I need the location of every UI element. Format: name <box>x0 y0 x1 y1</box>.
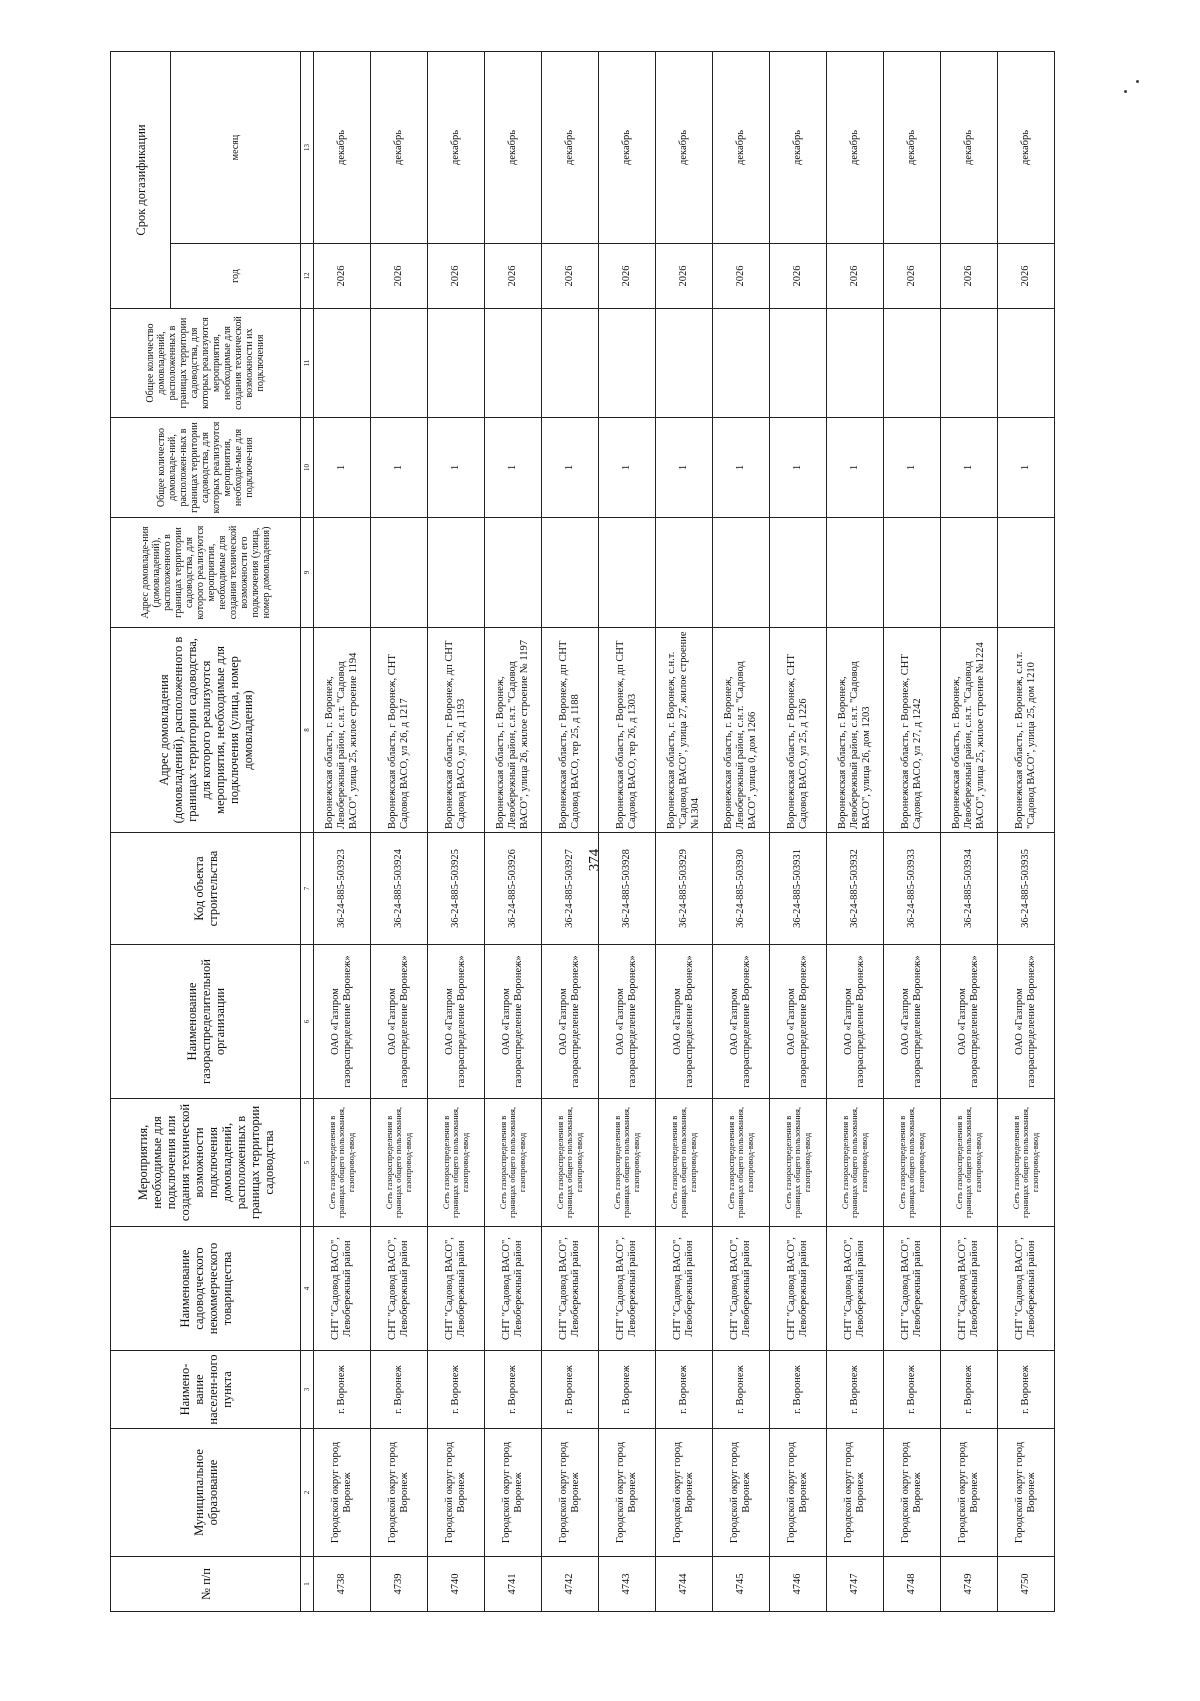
col-number: 1 <box>301 1557 314 1612</box>
row-number: 4747 <box>827 1557 884 1612</box>
row-number: 4746 <box>770 1557 827 1612</box>
month-cell: декабрь <box>770 52 827 244</box>
partnership-cell: СНТ "Садовод ВАСО", Левобережный район <box>941 1227 998 1351</box>
partnership-cell: СНТ "Садовод ВАСО", Левобережный район <box>599 1227 656 1351</box>
address-cell: Воронежская область, г. Воронеж, с.н.т. "Садовод ВАСО", улица 27, жилое строение №1304 <box>656 628 713 833</box>
address-cell: Воронежская область, г. Воронеж, с.н.т. "Садовод ВАСО", улица 25, дом 1210 <box>998 628 1055 833</box>
gas-org-cell: ОАО «Газпром газораспределение Воронеж» <box>371 945 428 1099</box>
municipality-cell: Городской округ город Воронеж <box>827 1429 884 1557</box>
table-row <box>314 52 371 1612</box>
gas-org-cell: ОАО «Газпром газораспределение Воронеж» <box>941 945 998 1099</box>
gas-org-cell: ОАО «Газпром газораспределение Воронеж» <box>428 945 485 1099</box>
year-cell: 2026 <box>542 244 599 309</box>
partnership-cell: СНТ "Садовод ВАСО", Левобережный район <box>542 1227 599 1351</box>
measures-cell: Сеть газораспределения в границах общего пользования, газопровод-ввод <box>485 1099 542 1227</box>
month-cell: декабрь <box>428 52 485 244</box>
partnership-cell: СНТ "Садовод ВАСО", Левобережный район <box>314 1227 371 1351</box>
col-number: 10 <box>301 418 314 518</box>
municipality-cell: Городской округ город Воронеж <box>770 1429 827 1557</box>
gas-org-cell: ОАО «Газпром газораспределение Воронеж» <box>656 945 713 1099</box>
row-number: 4739 <box>371 1557 428 1612</box>
municipality-cell: Городской округ город Воронеж <box>485 1429 542 1557</box>
object-code-cell: 36-24-885-503931 <box>770 833 827 945</box>
count-connect-cell: 1 <box>428 418 485 518</box>
address-cell: Воронежская область, г. Воронеж, Левобережный район, с.н.т. "Садовод ВАСО", улица 0, дом 1266 <box>713 628 770 833</box>
measures-cell: Сеть газораспределения в границах общего пользования, газопровод-ввод <box>884 1099 941 1227</box>
row-number: 4744 <box>656 1557 713 1612</box>
year-cell: 2026 <box>428 244 485 309</box>
col-header-count-create: Общее количество домовладений, расположенных в границах территории садоводства, для которых реализуются мероприятия, необходимые для создания технической возможности их подключения <box>111 309 301 418</box>
partnership-cell: СНТ "Садовод ВАСО", Левобережный район <box>713 1227 770 1351</box>
col-number: 4 <box>301 1227 314 1351</box>
measures-cell: Сеть газораспределения в границах общего пользования, газопровод-ввод <box>314 1099 371 1227</box>
count-connect-cell: 1 <box>542 418 599 518</box>
municipality-cell: Городской округ город Воронеж <box>998 1429 1055 1557</box>
month-cell: декабрь <box>542 52 599 244</box>
col-number: 12 <box>301 244 314 309</box>
year-cell: 2026 <box>599 244 656 309</box>
col-header-code: Код объекта строительства <box>111 833 301 945</box>
object-code-cell: 36-24-885-503932 <box>827 833 884 945</box>
measures-cell: Сеть газораспределения в границах общего пользования, газопровод-ввод <box>941 1099 998 1227</box>
table-row <box>599 52 656 1612</box>
address-cell: Воронежская область, г. Воронеж, Левобережный район, с.н.т. "Садовод ВАСО", улица 25, жилое строение 1194 <box>314 628 371 833</box>
municipality-cell: Городской округ город Воронеж <box>599 1429 656 1557</box>
count-create-cell <box>371 309 428 418</box>
table-row <box>371 52 428 1612</box>
address-cell: Воронежская область, г. Воронеж, Левобережный район, с.н.т. "Садовод ВАСО", улица 26, дом 1203 <box>827 628 884 833</box>
measures-cell: Сеть газораспределения в границах общего пользования, газопровод-ввод <box>998 1099 1055 1227</box>
partnership-cell: СНТ "Садовод ВАСО", Левобережный район <box>884 1227 941 1351</box>
row-number: 4738 <box>314 1557 371 1612</box>
address-create-cell <box>827 518 884 628</box>
year-cell: 2026 <box>656 244 713 309</box>
address-cell: Воронежская область, г Воронеж, дп СНТ Садовод ВАСО, ул 26, д 1193 <box>428 628 485 833</box>
gas-org-cell: ОАО «Газпром газораспределение Воронеж» <box>542 945 599 1099</box>
measures-cell: Сеть газораспределения в границах общего пользования, газопровод-ввод <box>542 1099 599 1227</box>
object-code-cell: 36-24-885-503930 <box>713 833 770 945</box>
object-code-cell: 36-24-885-503927 <box>542 833 599 945</box>
partnership-cell: СНТ "Садовод ВАСО", Левобережный район <box>656 1227 713 1351</box>
municipality-cell: Городской округ город Воронеж <box>314 1429 371 1557</box>
address-create-cell <box>884 518 941 628</box>
row-number: 4750 <box>998 1557 1055 1612</box>
object-code-cell: 36-24-885-503933 <box>884 833 941 945</box>
object-code-cell: 36-24-885-503929 <box>656 833 713 945</box>
count-connect-cell: 1 <box>656 418 713 518</box>
settlement-cell: г. Воронеж <box>314 1351 371 1429</box>
table-row <box>998 52 1055 1612</box>
table-body <box>314 52 1055 1612</box>
gas-org-cell: ОАО «Газпром газораспределение Воронеж» <box>770 945 827 1099</box>
month-cell: декабрь <box>314 52 371 244</box>
col-header-month: месяц <box>171 52 301 244</box>
address-cell: Воронежская область, г Воронеж, СНТ Садовод ВАСО, ул 27, д 1242 <box>884 628 941 833</box>
month-cell: декабрь <box>599 52 656 244</box>
count-create-cell <box>827 309 884 418</box>
document-sheet <box>110 112 1110 1612</box>
municipality-cell: Городской округ город Воронеж <box>371 1429 428 1557</box>
year-cell: 2026 <box>827 244 884 309</box>
count-connect-cell: 1 <box>371 418 428 518</box>
table-row <box>656 52 713 1612</box>
page-number: 374 <box>586 848 603 872</box>
row-number: 4742 <box>542 1557 599 1612</box>
col-header-partnership: Наименование садоводческого некоммерческого товарищества <box>111 1227 301 1351</box>
row-number: 4743 <box>599 1557 656 1612</box>
col-number: 8 <box>301 628 314 833</box>
col-number: 6 <box>301 945 314 1099</box>
gas-org-cell: ОАО «Газпром газораспределение Воронеж» <box>998 945 1055 1099</box>
month-cell: декабрь <box>371 52 428 244</box>
month-cell: декабрь <box>485 52 542 244</box>
count-create-cell <box>599 309 656 418</box>
settlement-cell: г. Воронеж <box>371 1351 428 1429</box>
col-header-address-create: Адрес домовладе-ния (домовладений), расположенного в границах территории садоводства, для которого реализуются мероприятия, необходимые для создания технической возможности его подключения (улица, номер домовладения) <box>111 518 301 628</box>
object-code-cell: 36-24-885-503935 <box>998 833 1055 945</box>
partnership-cell: СНТ "Садовод ВАСО", Левобережный район <box>827 1227 884 1351</box>
count-connect-cell: 1 <box>770 418 827 518</box>
col-header-settlement: Наимено-вание населен-ного пункта <box>111 1351 301 1429</box>
object-code-cell: 36-24-885-503926 <box>485 833 542 945</box>
address-create-cell <box>485 518 542 628</box>
address-create-cell <box>713 518 770 628</box>
table-row <box>827 52 884 1612</box>
address-create-cell <box>542 518 599 628</box>
col-header-year: год <box>171 244 301 309</box>
col-header-num: № п/п <box>111 1557 301 1612</box>
row-number: 4741 <box>485 1557 542 1612</box>
gas-org-cell: ОАО «Газпром газораспределение Воронеж» <box>713 945 770 1099</box>
partnership-cell: СНТ "Садовод ВАСО", Левобережный район <box>428 1227 485 1351</box>
measures-cell: Сеть газораспределения в границах общего пользования, газопровод-ввод <box>428 1099 485 1227</box>
count-create-cell <box>428 309 485 418</box>
settlement-cell: г. Воронеж <box>656 1351 713 1429</box>
settlement-cell: г. Воронеж <box>884 1351 941 1429</box>
object-code-cell: 36-24-885-503924 <box>371 833 428 945</box>
settlement-cell: г. Воронеж <box>428 1351 485 1429</box>
address-cell: Воронежская область, г. Воронеж, Левобережный район, с.н.т. "Садовод ВАСО", улица 25, жилое строение №1224 <box>941 628 998 833</box>
settlement-cell: г. Воронеж <box>542 1351 599 1429</box>
count-connect-cell: 1 <box>941 418 998 518</box>
count-connect-cell: 1 <box>485 418 542 518</box>
year-cell: 2026 <box>314 244 371 309</box>
year-cell: 2026 <box>770 244 827 309</box>
settlement-cell: г. Воронеж <box>827 1351 884 1429</box>
count-create-cell <box>941 309 998 418</box>
address-create-cell <box>998 518 1055 628</box>
count-connect-cell: 1 <box>713 418 770 518</box>
address-cell: Воронежская область, г Воронеж, дп СНТ Садовод ВАСО, тер 26, д 1303 <box>599 628 656 833</box>
address-create-cell <box>599 518 656 628</box>
col-number: 13 <box>301 52 314 244</box>
measures-cell: Сеть газораспределения в границах общего пользования, газопровод-ввод <box>770 1099 827 1227</box>
month-cell: декабрь <box>656 52 713 244</box>
year-cell: 2026 <box>371 244 428 309</box>
settlement-cell: г. Воронеж <box>770 1351 827 1429</box>
col-number: 7 <box>301 833 314 945</box>
count-create-cell <box>998 309 1055 418</box>
settlement-cell: г. Воронеж <box>941 1351 998 1429</box>
gas-org-cell: ОАО «Газпром газораспределение Воронеж» <box>485 945 542 1099</box>
col-header-municipality: Муниципальное образование <box>111 1429 301 1557</box>
year-cell: 2026 <box>998 244 1055 309</box>
col-header-deadline: Срок догазификации <box>111 52 171 309</box>
row-number: 4749 <box>941 1557 998 1612</box>
object-code-cell: 36-24-885-503934 <box>941 833 998 945</box>
row-number: 4745 <box>713 1557 770 1612</box>
settlement-cell: г. Воронеж <box>599 1351 656 1429</box>
municipality-cell: Городской округ город Воронеж <box>542 1429 599 1557</box>
count-connect-cell: 1 <box>599 418 656 518</box>
partnership-cell: СНТ "Садовод ВАСО", Левобережный район <box>770 1227 827 1351</box>
month-cell: декабрь <box>941 52 998 244</box>
measures-cell: Сеть газораспределения в границах общего пользования, газопровод-ввод <box>827 1099 884 1227</box>
address-create-cell <box>941 518 998 628</box>
col-number: 2 <box>301 1429 314 1557</box>
table-row <box>770 52 827 1612</box>
year-cell: 2026 <box>713 244 770 309</box>
year-cell: 2026 <box>485 244 542 309</box>
col-header-gas-org: Наименование газораспределительной организации <box>111 945 301 1099</box>
measures-cell: Сеть газораспределения в границах общего пользования, газопровод-ввод <box>599 1099 656 1227</box>
count-create-cell <box>542 309 599 418</box>
municipality-cell: Городской округ город Воронеж <box>656 1429 713 1557</box>
row-number: 4740 <box>428 1557 485 1612</box>
year-cell: 2026 <box>941 244 998 309</box>
table-row <box>428 52 485 1612</box>
count-create-cell <box>314 309 371 418</box>
partnership-cell: СНТ "Садовод ВАСО", Левобережный район <box>485 1227 542 1351</box>
count-create-cell <box>485 309 542 418</box>
municipality-cell: Городской округ город Воронеж <box>884 1429 941 1557</box>
col-number: 5 <box>301 1099 314 1227</box>
table-row <box>485 52 542 1612</box>
gas-org-cell: ОАО «Газпром газораспределение Воронеж» <box>314 945 371 1099</box>
object-code-cell: 36-24-885-503923 <box>314 833 371 945</box>
measures-cell: Сеть газораспределения в границах общего пользования, газопровод-ввод <box>713 1099 770 1227</box>
address-cell: Воронежская область, г. Воронеж, Левобережный район, с.н.т. "Садовод ВАСО", улица 26, жилое строение № 1197 <box>485 628 542 833</box>
count-connect-cell: 1 <box>827 418 884 518</box>
column-number-row <box>301 52 314 1612</box>
count-create-cell <box>770 309 827 418</box>
table-row <box>941 52 998 1612</box>
address-cell: Воронежская область, г Воронеж, дп СНТ Садовод ВАСО, тер 25, д 1188 <box>542 628 599 833</box>
settlement-cell: г. Воронеж <box>485 1351 542 1429</box>
month-cell: декабрь <box>998 52 1055 244</box>
measures-cell: Сеть газораспределения в границах общего пользования, газопровод-ввод <box>656 1099 713 1227</box>
address-cell: Воронежская область, г Воронеж, СНТ Садовод ВАСО, ул 26, д 1217 <box>371 628 428 833</box>
col-header-count-connect: Общее количество домовладе-ний, расположен-ных в границах территории садоводства, для которых реализуются мероприятия, необходи-мые для подключе-ния <box>111 418 301 518</box>
address-create-cell <box>656 518 713 628</box>
count-create-cell <box>656 309 713 418</box>
settlement-cell: г. Воронеж <box>998 1351 1055 1429</box>
scan-speck <box>1136 80 1139 83</box>
partnership-cell: СНТ "Садовод ВАСО", Левобережный район <box>371 1227 428 1351</box>
municipality-cell: Городской округ город Воронеж <box>428 1429 485 1557</box>
row-number: 4748 <box>884 1557 941 1612</box>
municipality-cell: Городской округ город Воронеж <box>941 1429 998 1557</box>
settlement-cell: г. Воронеж <box>713 1351 770 1429</box>
table-row <box>542 52 599 1612</box>
col-number: 11 <box>301 309 314 418</box>
year-cell: 2026 <box>884 244 941 309</box>
count-connect-cell: 1 <box>998 418 1055 518</box>
object-code-cell: 36-24-885-503928 <box>599 833 656 945</box>
month-cell: декабрь <box>713 52 770 244</box>
col-number: 9 <box>301 518 314 628</box>
address-create-cell <box>770 518 827 628</box>
table-row <box>884 52 941 1612</box>
municipality-cell: Городской округ город Воронеж <box>713 1429 770 1557</box>
count-create-cell <box>884 309 941 418</box>
address-cell: Воронежская область, г Воронеж, СНТ Садовод ВАСО, ул 25, д 1226 <box>770 628 827 833</box>
col-header-measures: Мероприятия, необходимые для подключения или создания технической возможности подключения домовладений, расположенных в границах территории садоводства <box>111 1099 301 1227</box>
count-connect-cell: 1 <box>314 418 371 518</box>
table-row <box>713 52 770 1612</box>
object-code-cell: 36-24-885-503925 <box>428 833 485 945</box>
col-header-address: Адрес домовладения (домовладений), расположенного в границах территории садоводства, для которого реализуются мероприятия, необходимые для подключения (улица, номер домовладения) <box>111 628 301 833</box>
month-cell: декабрь <box>827 52 884 244</box>
count-create-cell <box>713 309 770 418</box>
address-create-cell <box>428 518 485 628</box>
gas-org-cell: ОАО «Газпром газораспределение Воронеж» <box>827 945 884 1099</box>
count-connect-cell: 1 <box>884 418 941 518</box>
col-number: 3 <box>301 1351 314 1429</box>
address-create-cell <box>371 518 428 628</box>
gas-org-cell: ОАО «Газпром газораспределение Воронеж» <box>884 945 941 1099</box>
header-row <box>111 52 171 1612</box>
partnership-cell: СНТ "Садовод ВАСО", Левобережный район <box>998 1227 1055 1351</box>
gas-org-cell: ОАО «Газпром газораспределение Воронеж» <box>599 945 656 1099</box>
gasification-table <box>110 51 1055 1612</box>
month-cell: декабрь <box>884 52 941 244</box>
address-create-cell <box>314 518 371 628</box>
scan-speck <box>1124 90 1127 93</box>
measures-cell: Сеть газораспределения в границах общего пользования, газопровод-ввод <box>371 1099 428 1227</box>
